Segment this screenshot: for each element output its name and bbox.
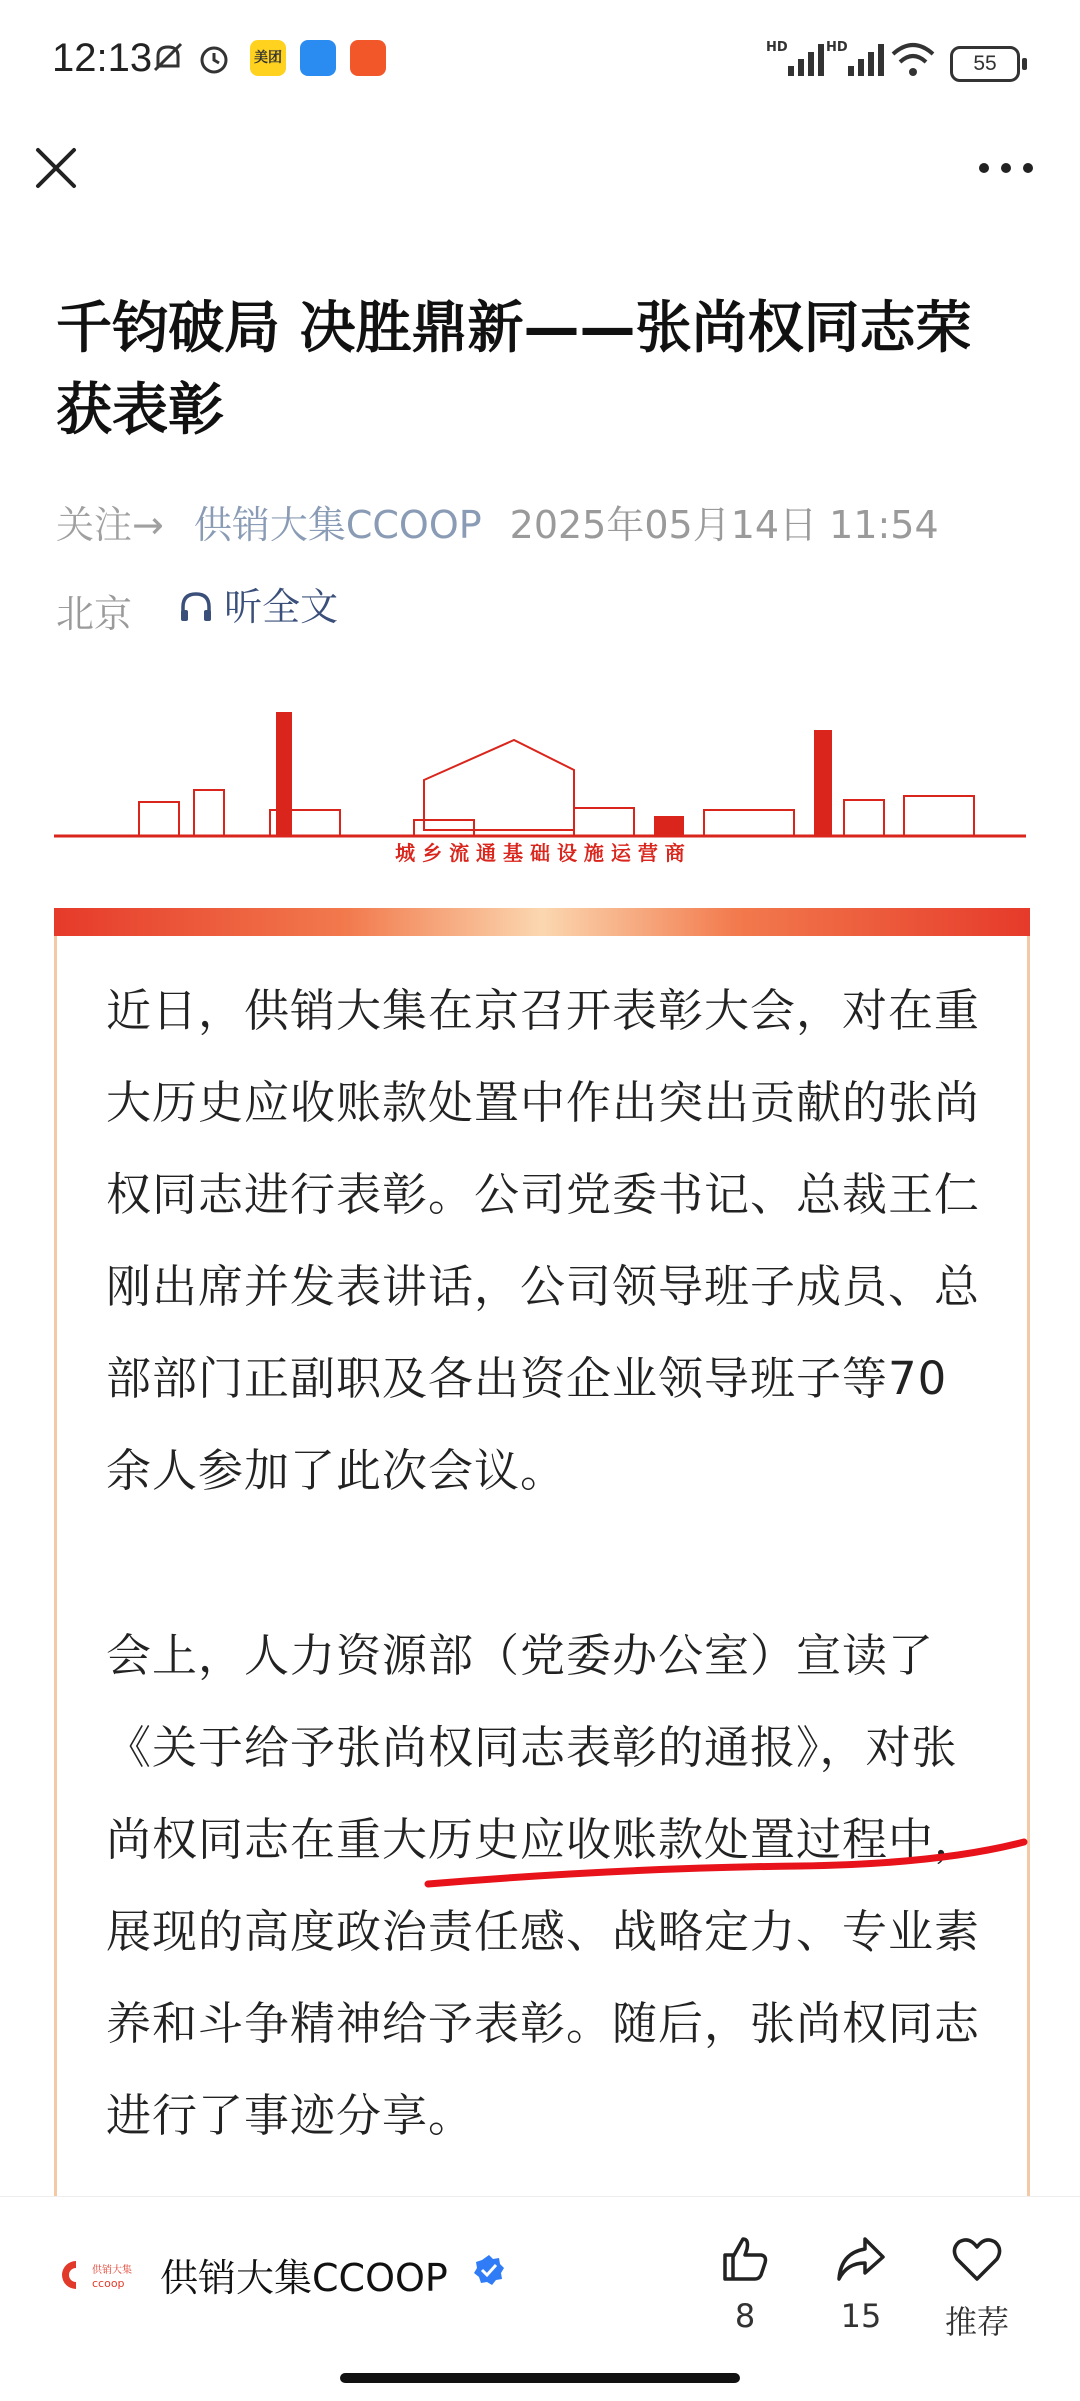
paragraph-2: 会上，人力资源部（党委办公室）宣读了《关于给予张尚权同志表彰的通报》，对张尚权同志在重大历史应收账款处置过程中，展现的高度政治责任感、战略定力、专业素养和斗争精神给予表彰。随后，张尚权同志进行了事迹分享。 — [106, 1629, 981, 2142]
listen-button[interactable] — [176, 566, 338, 648]
wifi-icon — [890, 40, 936, 80]
meituan-app-icon: 美团 — [250, 40, 286, 76]
close-icon[interactable] — [28, 140, 84, 196]
signal-label-1: HD — [766, 40, 788, 55]
status-time: 12:13 — [52, 36, 153, 80]
article-meta — [56, 484, 1036, 655]
publisher-logo[interactable] — [56, 2255, 136, 2295]
content-header-band — [54, 908, 1030, 936]
banner-caption: 城 乡 流 通 基 础 设 施 运 营 商 — [395, 841, 685, 865]
alarm-icon — [196, 40, 232, 76]
thumbs-up-icon — [717, 2231, 773, 2287]
status-bar — [0, 0, 1080, 120]
listen-label: 听全文 — [224, 585, 339, 629]
hand-drawn-underline — [420, 1828, 1032, 1898]
more-options-icon[interactable] — [974, 144, 1038, 192]
follow-button[interactable]: 关注→ — [56, 503, 164, 547]
publish-date: 2025年05月14日 11:54 — [509, 503, 939, 547]
article-title: 千钧破局 决胜鼎新——张尚权同志荣获表彰 — [56, 296, 972, 443]
share-count: 15 — [840, 2297, 882, 2335]
heart-icon — [949, 2231, 1005, 2287]
bottom-bar — [0, 2196, 1080, 2401]
publisher-name[interactable]: 供销大集CCOOP — [160, 2256, 448, 2300]
like-button[interactable] — [695, 2231, 795, 2335]
recommend-label: 推荐 — [944, 2303, 1009, 2341]
battery-indicator: 55 — [950, 46, 1020, 82]
app-icon-blue — [300, 40, 336, 76]
signal-label-2: HD — [826, 40, 848, 55]
skyline-banner-image — [54, 700, 1026, 870]
share-arrow-icon — [833, 2231, 889, 2287]
logo-text: 供销大集 — [92, 2265, 132, 2276]
logo-sub: ccoop — [92, 2277, 125, 2290]
share-button[interactable] — [811, 2231, 911, 2335]
location: 北京 — [56, 592, 133, 636]
bell-muted-icon — [150, 40, 186, 76]
like-count: 8 — [734, 2297, 756, 2335]
recommend-button[interactable] — [927, 2231, 1027, 2343]
paragraph-1: 近日，供销大集在京召开表彰大会，对在重大历史应收账款处置中作出突出贡献的张尚权同志进行表彰。公司党委书记、总裁王仁刚出席并发表讲话，公司领导班子成员、总部部门正副职及各出资企业领导班子等70余人参加了此次会议。 — [106, 984, 981, 1497]
taobao-app-icon — [350, 40, 386, 76]
author-link[interactable]: 供销大集CCOOP — [193, 503, 482, 547]
headphones-icon — [176, 587, 216, 627]
home-indicator[interactable] — [340, 2373, 740, 2383]
verified-badge-icon — [472, 2253, 506, 2287]
